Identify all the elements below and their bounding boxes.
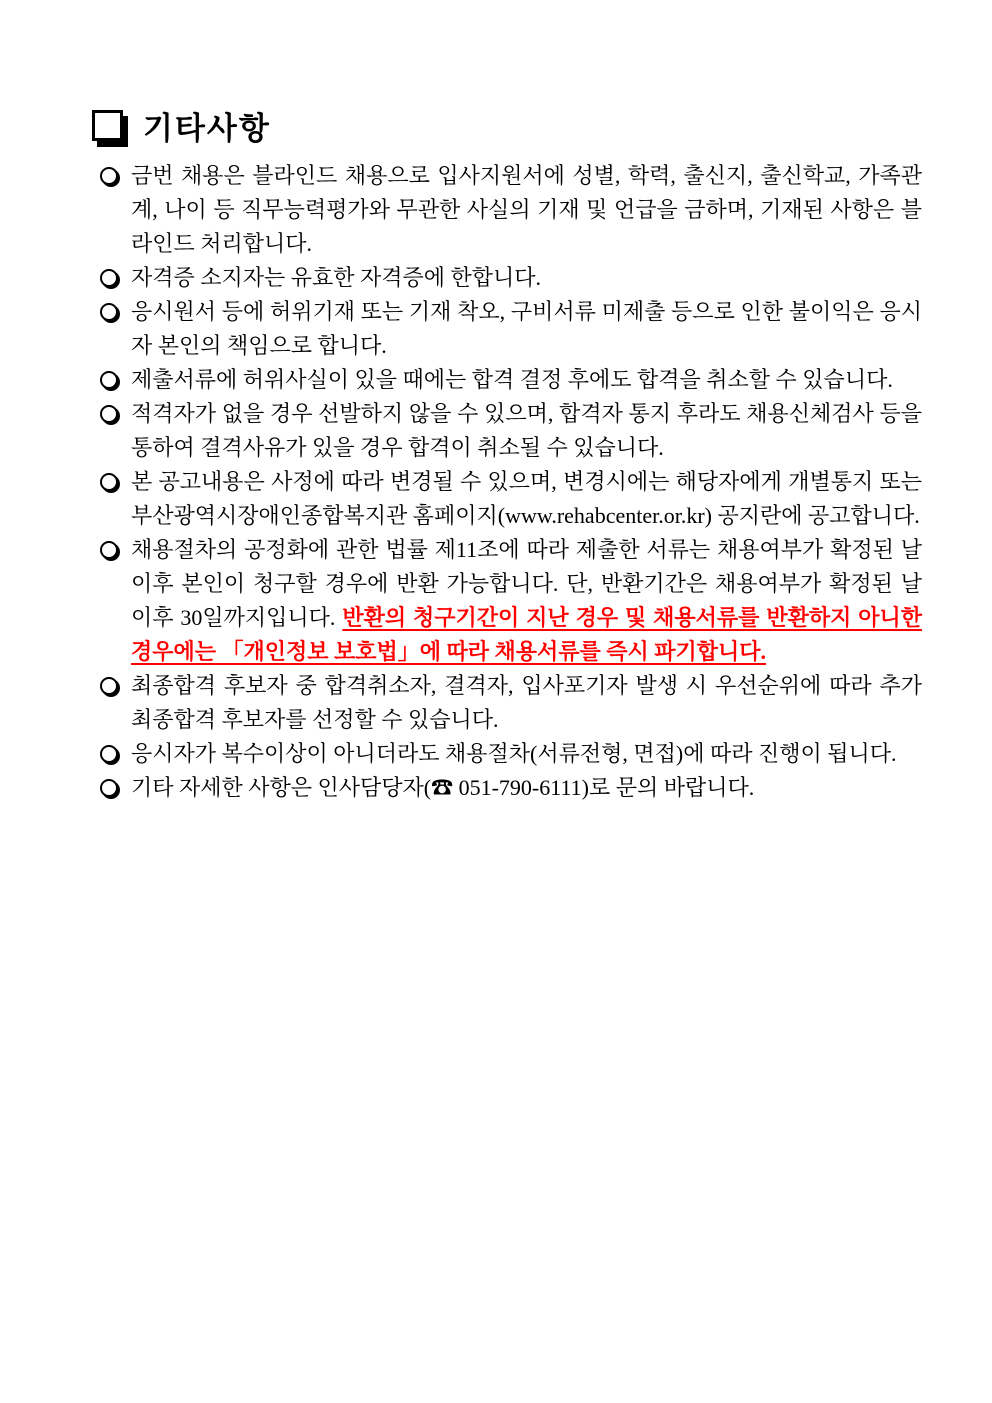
list-item: [100, 465, 922, 533]
list-item: [100, 669, 922, 737]
section-title: 기타사항: [143, 111, 271, 146]
list-item: [100, 533, 922, 669]
list-item: [100, 397, 922, 465]
note-text: 자격증 소지자는 유효한 자격증에 한합니다.: [131, 265, 542, 291]
shadowed-circle-bullet-icon: [100, 405, 118, 423]
section-header: [92, 110, 922, 147]
shadowed-circle-bullet-icon: [100, 167, 118, 185]
list-item: [100, 737, 922, 771]
note-text: 최종합격 후보자 중 합격취소자, 결격자, 입사포기자 발생 시 우선순위에 따라 추가 최종합격 후보자를 선정할 수 있습니다.: [131, 673, 922, 733]
note-text: 제출서류에 허위사실이 있을 때에는 합격 결정 후에도 합격을 취소할 수 있습니다.: [131, 367, 893, 393]
list-item: [100, 159, 922, 261]
shadowed-circle-bullet-icon: [100, 541, 118, 559]
shadowed-circle-bullet-icon: [100, 371, 118, 389]
note-text: 채용절차의 공정화에 관한 법률 제11조에 따라 제출한 서류는 채용여부가 확정된 날 이후 본인이 청구할 경우에 반환 가능합니다. 단, 반환기간은 채용여부가 확정된 날 이후 30일까지입니다.: [131, 537, 922, 631]
shadowed-circle-bullet-icon: [100, 745, 118, 763]
note-text: 응시원서 등에 허위기재 또는 기재 착오, 구비서류 미제출 등으로 인한 불이익은 응시자 본인의 책임으로 합니다.: [131, 299, 922, 359]
shadowed-circle-bullet-icon: [100, 677, 118, 695]
note-text: 기타 자세한 사항은 인사담당자(☎ 051-790-6111)로 문의 바랍니다.: [131, 775, 755, 801]
note-text: 응시자가 복수이상이 아니더라도 채용절차(서류전형, 면접)에 따라 진행이 됩니다.: [131, 741, 897, 767]
notes-list: [92, 159, 922, 805]
list-item: [100, 261, 922, 295]
shadowed-circle-bullet-icon: [100, 779, 118, 797]
list-item: [100, 295, 922, 363]
list-item: [100, 771, 922, 805]
note-text: 금번 채용은 블라인드 채용으로 입사지원서에 성별, 학력, 출신지, 출신학교, 가족관계, 나이 등 직무능력평가와 무관한 사실의 기재 및 언급을 금하며, 기재된 사항은 블라인드 처리합니다.: [131, 163, 922, 257]
note-text: 적격자가 없을 경우 선발하지 않을 수 있으며, 합격자 통지 후라도 채용신체검사 등을 통하여 결격사유가 있을 경우 합격이 취소될 수 있습니다.: [131, 401, 922, 461]
note-text: 본 공고내용은 사정에 따라 변경될 수 있으며, 변경시에는 해당자에게 개별통지 또는 부산광역시장애인종합복지관 홈페이지(www.rehabcenter.or.kr) 공지란에 공고합니다.: [131, 469, 922, 529]
shadowed-circle-bullet-icon: [100, 303, 118, 321]
shadowed-circle-bullet-icon: [100, 473, 118, 491]
shadowed-square-icon: [92, 110, 123, 141]
shadowed-circle-bullet-icon: [100, 269, 118, 287]
note-text-emphasis: 반환의 청구기간이 지난 경우 및 채용서류를 반환하지 아니한 경우에는 「개인정보 보호법」에 따라 채용서류를 즉시 파기합니다.: [131, 605, 922, 665]
list-item: [100, 363, 922, 397]
